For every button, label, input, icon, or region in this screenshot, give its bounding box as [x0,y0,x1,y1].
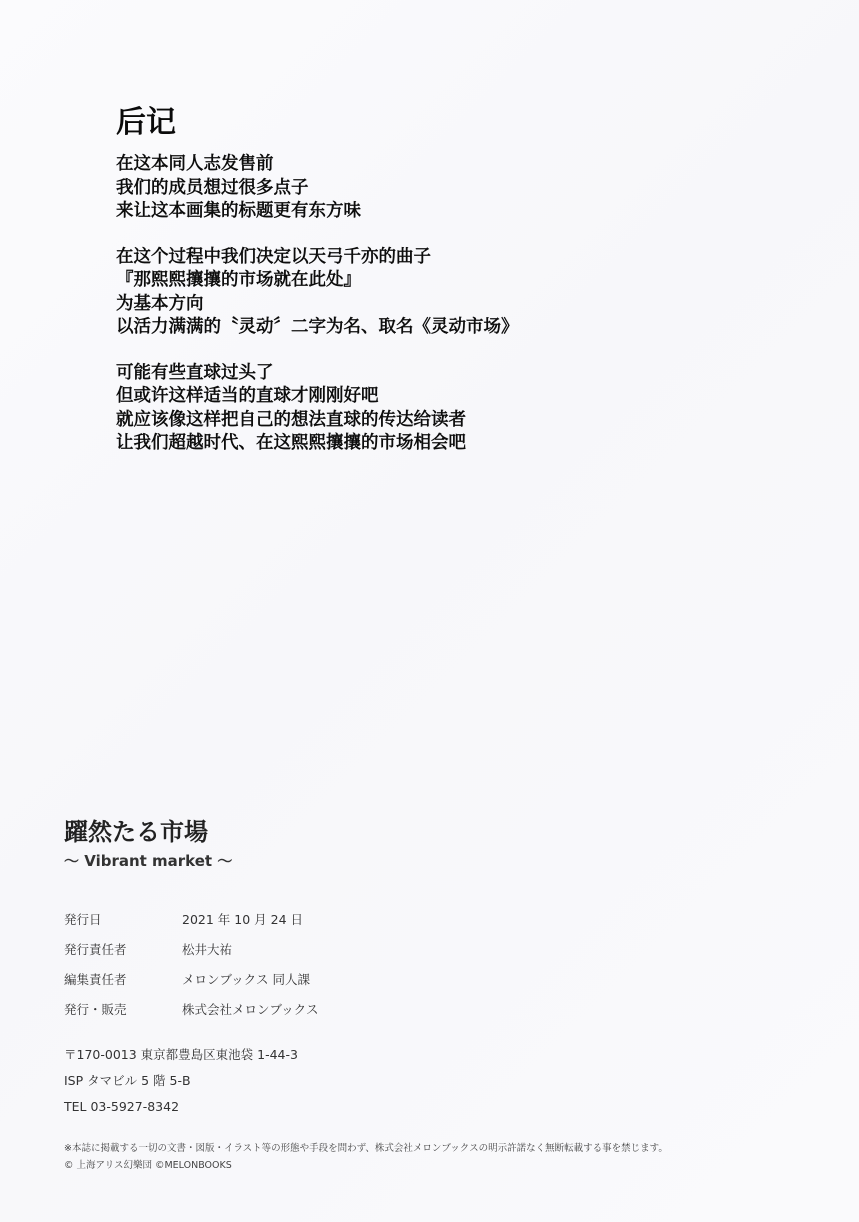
publisher-address [64,1042,298,1120]
info-value: 2021 年 10 月 24 日 [182,912,303,927]
info-value: メロンブックス 同人課 [182,972,310,987]
afterword-section [116,103,736,478]
copyright-line: © 上海アリス幻樂団 ©MELONBOOKS [64,1160,232,1171]
info-row [64,934,319,964]
afterword-line: 来让这本画集的标题更有东方味 [116,201,361,221]
address-line: 〒170-0013 東京都豊島区東池袋 1-44-3 [64,1047,298,1062]
colophon [64,816,784,1171]
afterword-title: 后记 [116,105,176,140]
afterword-line: 就应该像这样把自己的想法直球的传达给读者 [116,409,466,430]
afterword-paragraph [116,362,736,456]
info-value: 松井大祐 [182,942,233,957]
afterword-line: 但或许这样适当的直球才刚刚好吧 [116,386,379,406]
info-label: 発行・販売 [64,1002,127,1017]
info-row [64,964,319,994]
afterword-line: 可能有些直球过头了 [116,362,274,383]
book-title: 躍然たる市場 [64,818,208,846]
afterword-line: 在这本同人志发售前 [116,154,274,174]
info-label: 発行責任者 [64,942,127,957]
afterword-line: 在这个过程中我们决定以天弓千亦的曲子 [116,246,431,267]
afterword-paragraph [116,246,736,340]
afterword-line: 我们的成员想过很多点子 [116,177,309,198]
info-label: 編集責任者 [64,972,127,987]
reprint-notice: ※本誌に掲載する一切の文書・図版・イラスト等の形態や手段を問わず、株式会社メロンブックスの明示許諾なく無断転載する事を禁じます。 [64,1143,668,1154]
afterword-paragraph [116,153,736,224]
afterword-line: 让我们超越时代、在这熙熙攘攘的市场相会吧 [116,433,466,453]
info-label: 発行日 [64,912,102,927]
book-subtitle: 〜 Vibrant market 〜 [64,852,233,870]
afterword-line: 为基本方向 [116,293,204,314]
afterword-line: 『那熙熙攘攘的市场就在此处』 [116,270,361,290]
publication-info [64,904,319,1024]
afterword-line: 以活力满满的〝灵动〞二字为名、取名《灵动市场》 [116,317,519,337]
info-row [64,904,319,934]
info-value: 株式会社メロンブックス [182,1002,319,1017]
phone-line: TEL 03-5927-8342 [64,1099,180,1114]
address-line: ISP タマビル 5 階 5-B [64,1073,191,1088]
info-row [64,994,319,1024]
copyright-notice [64,1140,668,1174]
